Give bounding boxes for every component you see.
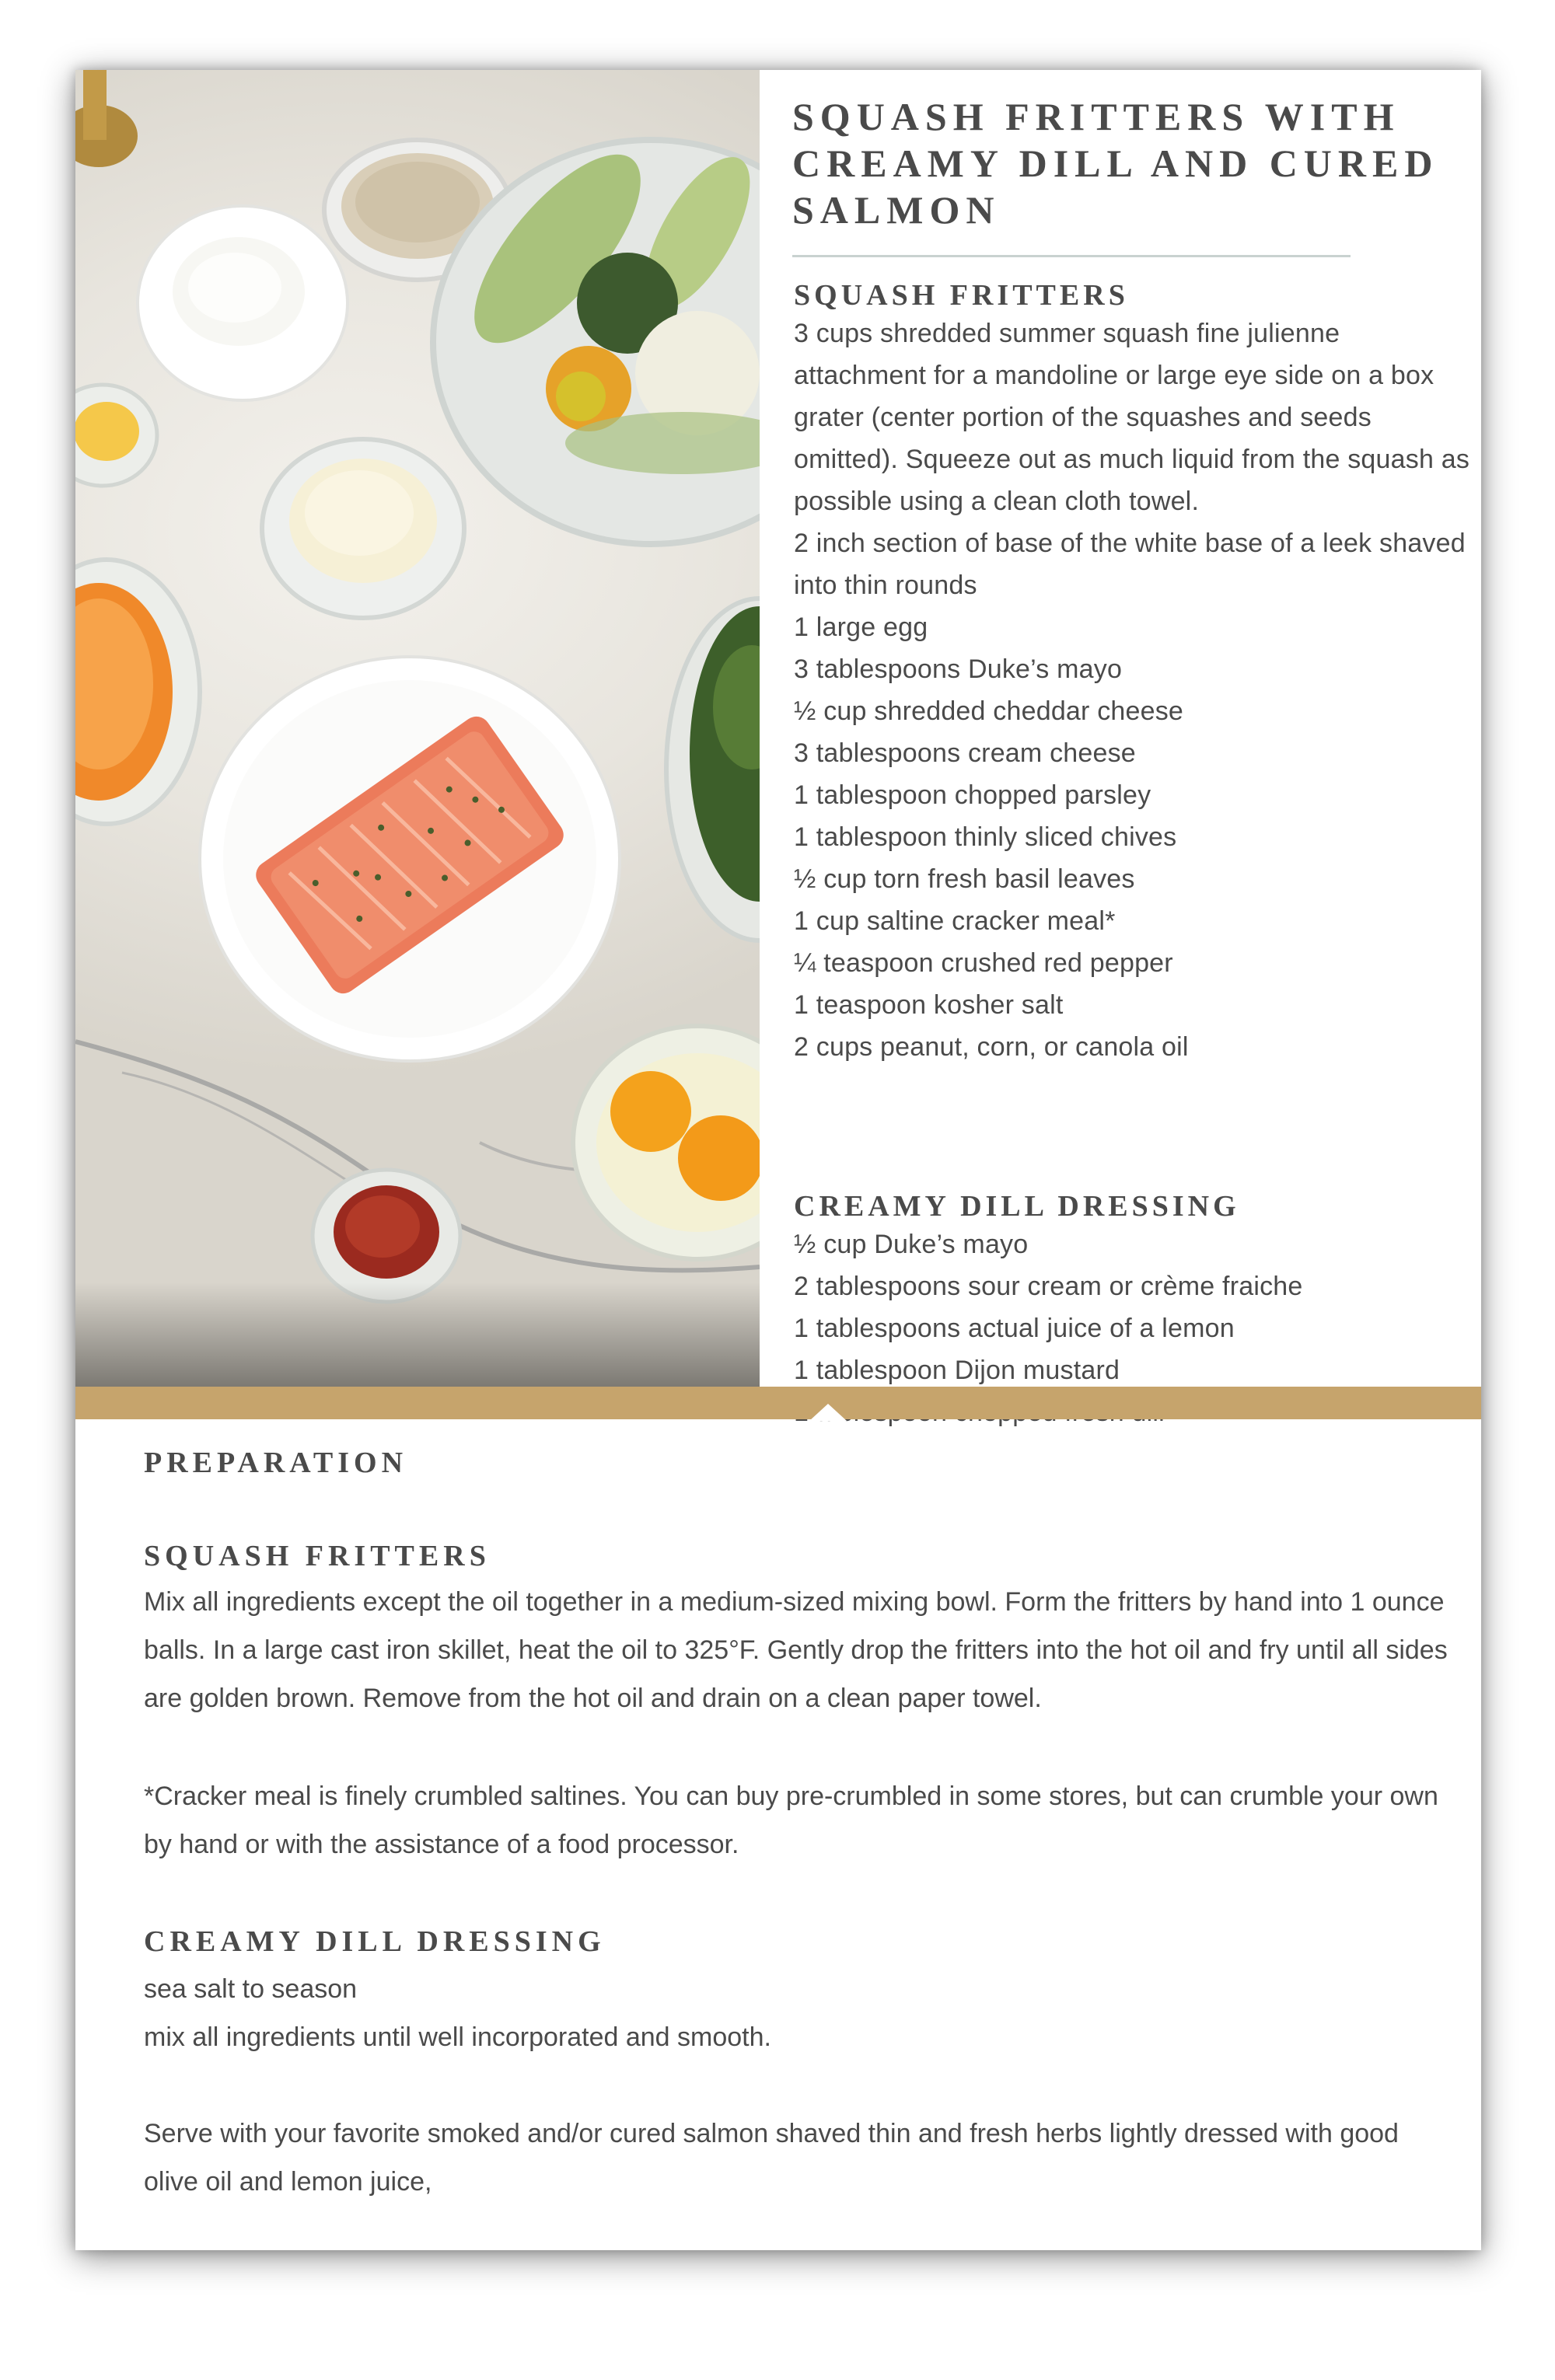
accent-band bbox=[75, 1387, 1481, 1419]
ingredient-item: 1 teaspoon kosher salt bbox=[794, 990, 1064, 1020]
ingredient-item: 2 inch section of base of the white base of a leek shaved into thin rounds bbox=[794, 529, 1466, 600]
fritters-ingredients bbox=[794, 278, 1478, 1068]
ingredient-item: 1 large egg bbox=[794, 612, 928, 642]
ingredient-item: ½ cup Duke’s mayo bbox=[794, 1230, 1029, 1259]
ingredient-item: 3 tablespoons cream cheese bbox=[794, 738, 1136, 768]
ingredient-item: 1 tablespoons actual juice of a lemon bbox=[794, 1314, 1235, 1343]
ingredient-item: 1 tablespoon chopped parsley bbox=[794, 780, 1151, 810]
cracker-meal-note: *Cracker meal is finely crumbled saltines. You can buy pre-crumbled in some stores, but can crumble your own by hand or with the assistance of a food processor. bbox=[144, 1782, 1438, 1859]
prep-dressing-line-2: mix all ingredients until well incorporated and smooth. bbox=[144, 2022, 771, 2052]
ingredient-item: ½ cup torn fresh basil leaves bbox=[794, 864, 1135, 894]
serving-suggestion: Serve with your favorite smoked and/or cured salmon shaved thin and fresh herbs lightly dressed with good olive oil and lemon juice, bbox=[144, 2119, 1399, 2197]
prep-fritters-text: Mix all ingredients except the oil together in a medium-sized mixing bowl. Form the fritters by hand into 1 ounce balls. In a large cast iron skillet, heat the oil to 325°F. Gently drop the fritters into the hot oil and fry until all sides are golden brown. Remove from the hot oil and drain on a clean paper towel. bbox=[144, 1587, 1448, 1713]
ingredient-item: 1 cup saltine cracker meal* bbox=[794, 906, 1116, 936]
ingredient-item: 2 cups peanut, corn, or canola oil bbox=[794, 1032, 1189, 1062]
ingredient-item: 3 tablespoons Duke’s mayo bbox=[794, 654, 1123, 684]
prep-fritters-heading: SQUASH FRITTERS bbox=[144, 1540, 491, 1572]
recipe-card bbox=[75, 70, 1481, 2250]
band-notch bbox=[809, 1404, 847, 1421]
ingredient-item: 3 cups shredded summer squash fine julienne attachment for a mandoline or large eye side on a box grater (center portion of the squashes and seeds omitted). Squeeze out as much liquid from the squash as possible using a clean cloth towel. bbox=[794, 319, 1470, 516]
ingredient-item: 1 tablespoon thinly sliced chives bbox=[794, 822, 1177, 852]
prep-dressing-line-1: sea salt to season bbox=[144, 1974, 358, 2004]
fritters-ingredients-heading: SQUASH FRITTERS bbox=[794, 279, 1129, 312]
ingredient-item: 1 tablespoon Dijon mustard bbox=[794, 1356, 1120, 1385]
dressing-ingredients-heading: CREAMY DILL DRESSING bbox=[794, 1190, 1240, 1223]
ingredients-photo bbox=[75, 70, 760, 1387]
photo-shadow bbox=[75, 1282, 760, 1387]
title-divider bbox=[792, 255, 1351, 257]
ingredient-item: 2 tablespoons sour cream or crème fraiche bbox=[794, 1272, 1303, 1301]
ingredients-illustration bbox=[75, 70, 760, 1387]
ingredients-panel bbox=[760, 70, 1481, 1387]
ingredient-item: ½ cup shredded cheddar cheese bbox=[794, 696, 1184, 726]
preparation-heading: PREPARATION bbox=[144, 1446, 408, 1479]
prep-dressing-heading: CREAMY DILL DRESSING bbox=[144, 1925, 606, 1958]
ingredient-item: ¼ teaspoon crushed red pepper bbox=[794, 948, 1173, 978]
recipe-title: SQUASH FRITTERS WITH CREAMY DILL AND CURED SALMON bbox=[792, 95, 1439, 232]
fritters-ingredient-list bbox=[794, 312, 1478, 1068]
